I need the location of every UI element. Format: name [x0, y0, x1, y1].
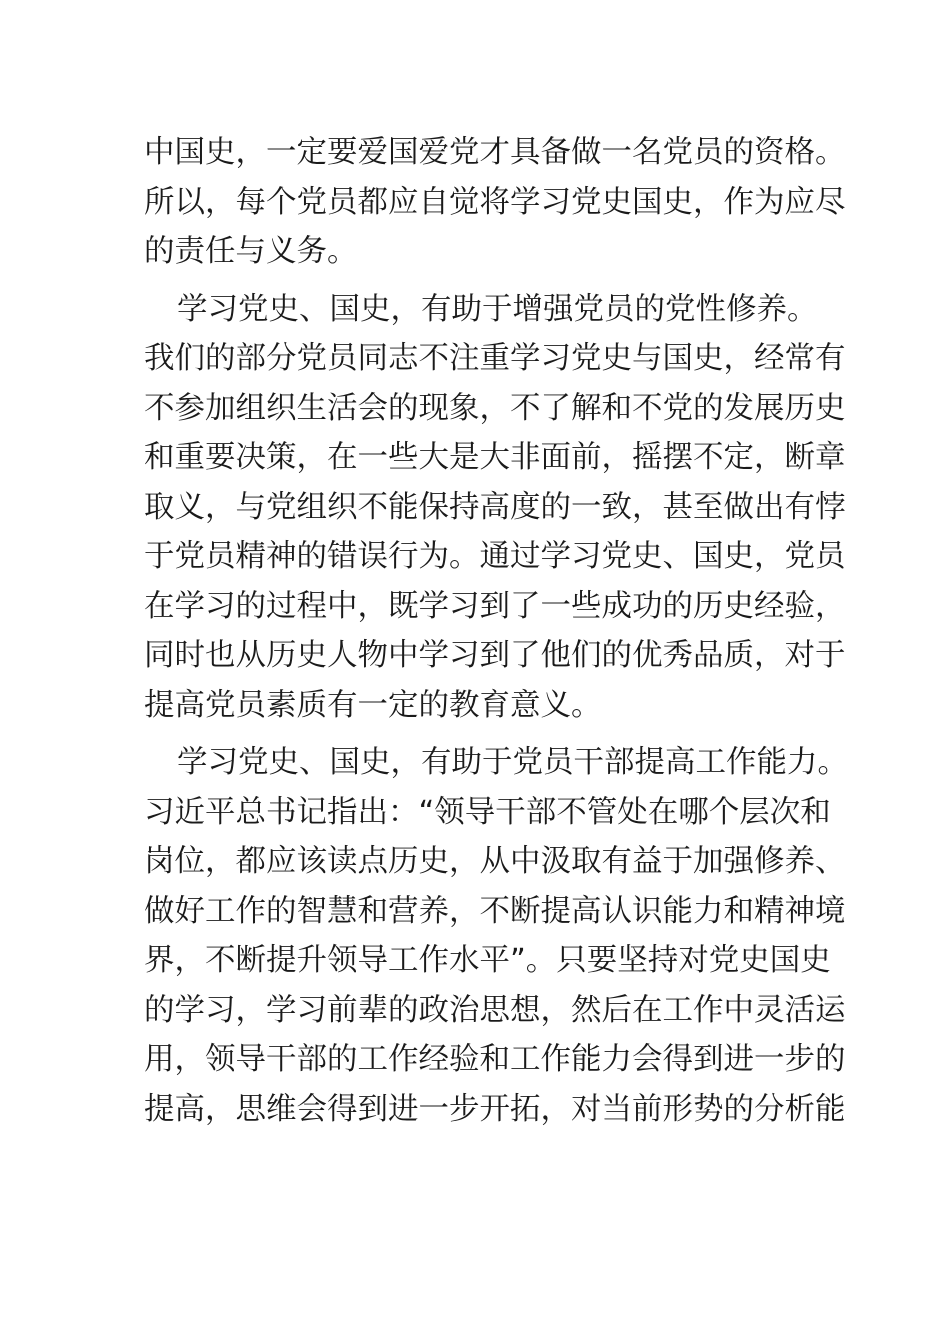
text-line: 的学习，学习前辈的政治思想，然后在工作中灵活运 [144, 992, 846, 1028]
text-line: 中国史，一定要爱国爱党才具备做一名党员的资格。 [144, 135, 846, 170]
text-line: 提高，思维会得到进一步开拓，对当前形势的分析能 [144, 1091, 846, 1127]
text-line: 做好工作的智慧和营养，不断提高认识能力和精神境 [144, 893, 846, 929]
paragraph-2 [144, 285, 846, 731]
text-line: 岗位，都应该读点历史，从中汲取有益于加强修养、 [144, 844, 846, 879]
text-line: 于党员精神的错误行为。通过学习党史、国史，党员 [144, 539, 846, 574]
text-line: 不参加组织生活会的现象，不了解和不党的发展历史 [144, 390, 846, 426]
text-line: 我们的部分党员同志不注重学习党史与国史，经常有 [144, 341, 846, 376]
text-line: 用，领导干部的工作经验和工作能力会得到进一步的 [144, 1042, 846, 1077]
text-line: 所以，每个党员都应自觉将学习党史国史，作为应尽 [144, 184, 846, 220]
text-line: 同时也从历史人物中学习到了他们的优秀品质，对于 [144, 638, 846, 673]
text-line: 在学习的过程中，既学习到了一些成功的历史经验， [144, 588, 846, 624]
text-line: 学习党史、国史，有助于党员干部提高工作能力。 [177, 745, 848, 780]
paragraph-3 [144, 738, 848, 1134]
document-body [144, 128, 848, 1134]
text-line: 习近平总书记指出：“领导干部不管处在哪个层次和 [144, 794, 831, 830]
text-line: 和重要决策，在一些大是大非面前，摇摆不定，断章 [144, 440, 846, 475]
text-line: 提高党员素质有一定的教育意义。 [144, 687, 602, 723]
text-line: 学习党史、国史，有助于增强党员的党性修养。 [177, 291, 818, 327]
paragraph-1 [144, 128, 846, 277]
text-line: 界，不断提升领导工作水平”。只要坚持对党史国史 [144, 943, 831, 978]
text-line: 取义，与党组织不能保持高度的一致，甚至做出有悖 [144, 489, 846, 525]
text-line: 的责任与义务。 [144, 234, 358, 269]
